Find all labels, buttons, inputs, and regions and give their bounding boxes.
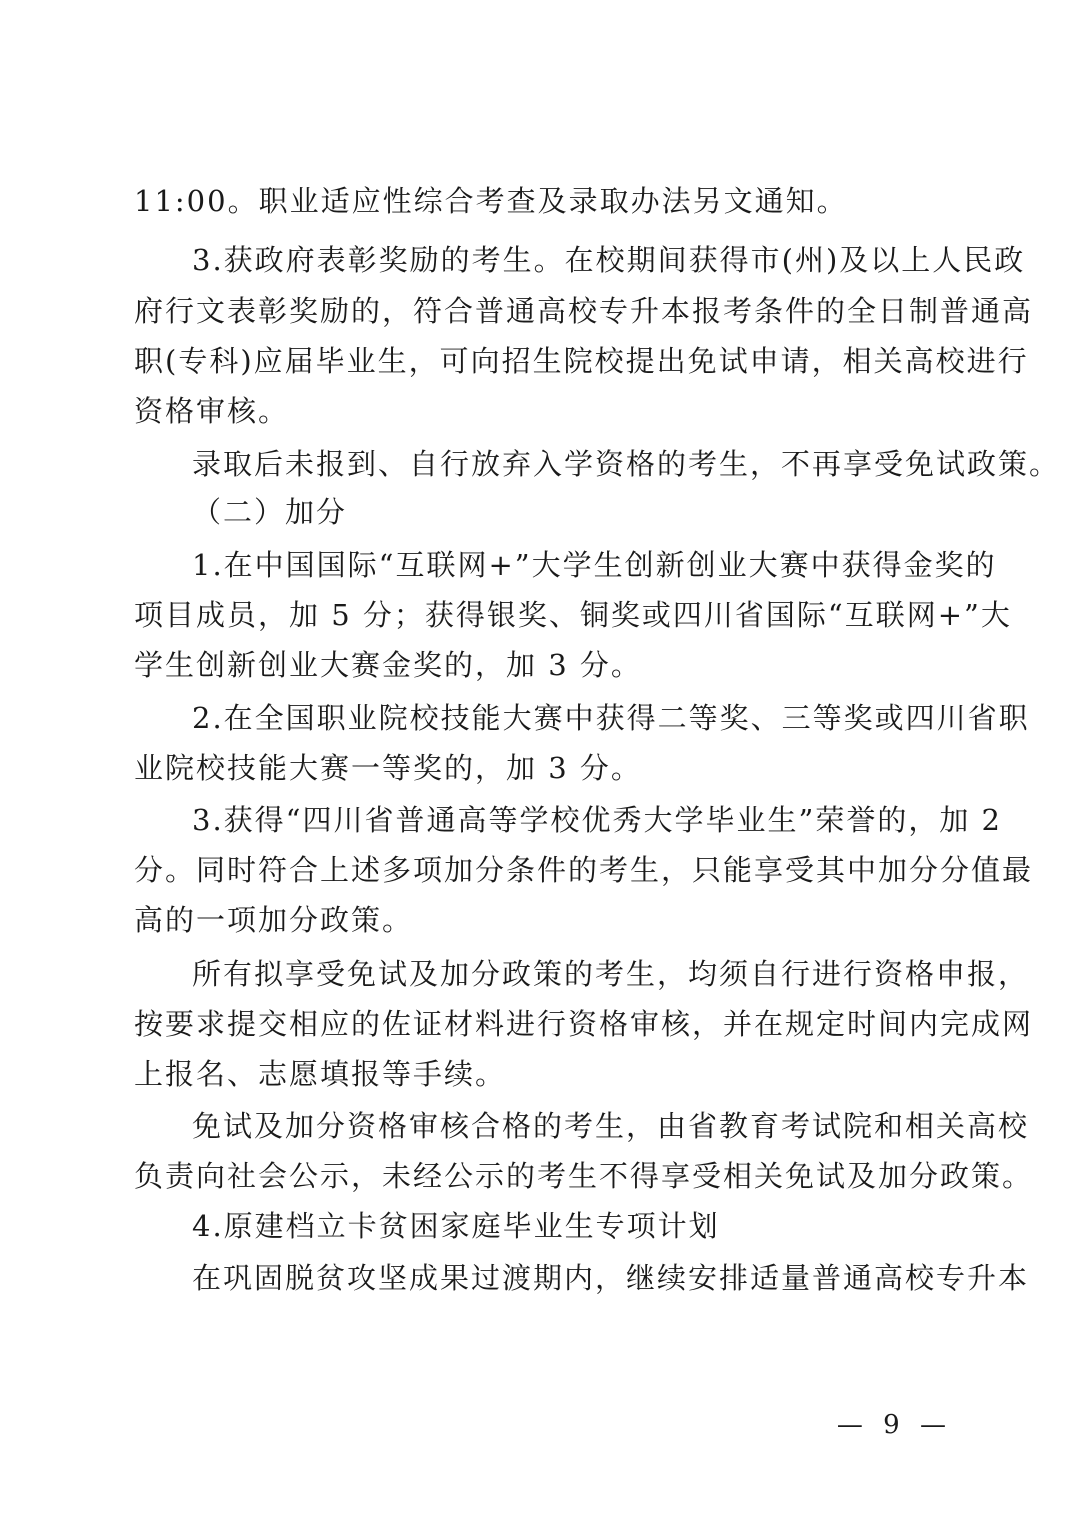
text-line: 免试及加分资格审核合格的考生，由省教育考试院和相关高校: [192, 1109, 1030, 1143]
text-line: 府行文表彰奖励的，符合普通高校专升本报考条件的全日制普通高: [134, 294, 1034, 328]
text-line: 高的一项加分政策。: [134, 903, 414, 937]
text-line: 2.在全国职业院校技能大赛中获得二等奖、三等奖或四川省职: [192, 701, 1030, 735]
text-line: 负责向社会公示，未经公示的考生不得享受相关免试及加分政策。: [134, 1159, 1034, 1193]
text-line: 资格审核。: [134, 394, 290, 428]
text-line: 在巩固脱贫攻坚成果过渡期内，继续安排适量普通高校专升本: [192, 1261, 1030, 1295]
text-line: 录取后未报到、自行放弃入学资格的考生，不再享受免试政策。: [192, 447, 1061, 481]
text-line: 4.原建档立卡贫困家庭毕业生专项计划: [192, 1209, 720, 1243]
text-line: 3.获得“四川省普通高等学校优秀大学毕业生”荣誉的，加 2: [192, 803, 1002, 837]
text-line: 所有拟享受免试及加分政策的考生，均须自行进行资格申报，: [192, 957, 1030, 991]
section-heading: （二）加分: [192, 495, 348, 529]
text-line: 职(专科)应届毕业生，可向招生院校提出免试申请，相关高校进行: [134, 344, 1029, 378]
text-line: 学生创新创业大赛金奖的，加 3 分。: [134, 648, 642, 682]
text-line: 业院校技能大赛一等奖的，加 3 分。: [134, 751, 642, 785]
text-line: 1.在中国国际“互联网+”大学生创新创业大赛中获得金奖的: [192, 548, 997, 582]
page-number: — 9 —: [836, 1410, 952, 1440]
text-line: 分。同时符合上述多项加分条件的考生，只能享受其中加分分值最: [134, 853, 1034, 887]
text-line: 按要求提交相应的佐证材料进行资格审核，并在规定时间内完成网: [134, 1007, 1034, 1041]
text-line: 上报名、志愿填报等手续。: [134, 1057, 507, 1091]
text-line: 项目成员，加 5 分；获得银奖、铜奖或四川省国际“互联网+”大: [134, 598, 1012, 632]
text-line: 11:00。职业适应性综合考查及录取办法另文通知。: [134, 184, 848, 218]
text-line: 3.获政府表彰奖励的考生。在校期间获得市(州)及以上人民政: [192, 243, 1026, 277]
